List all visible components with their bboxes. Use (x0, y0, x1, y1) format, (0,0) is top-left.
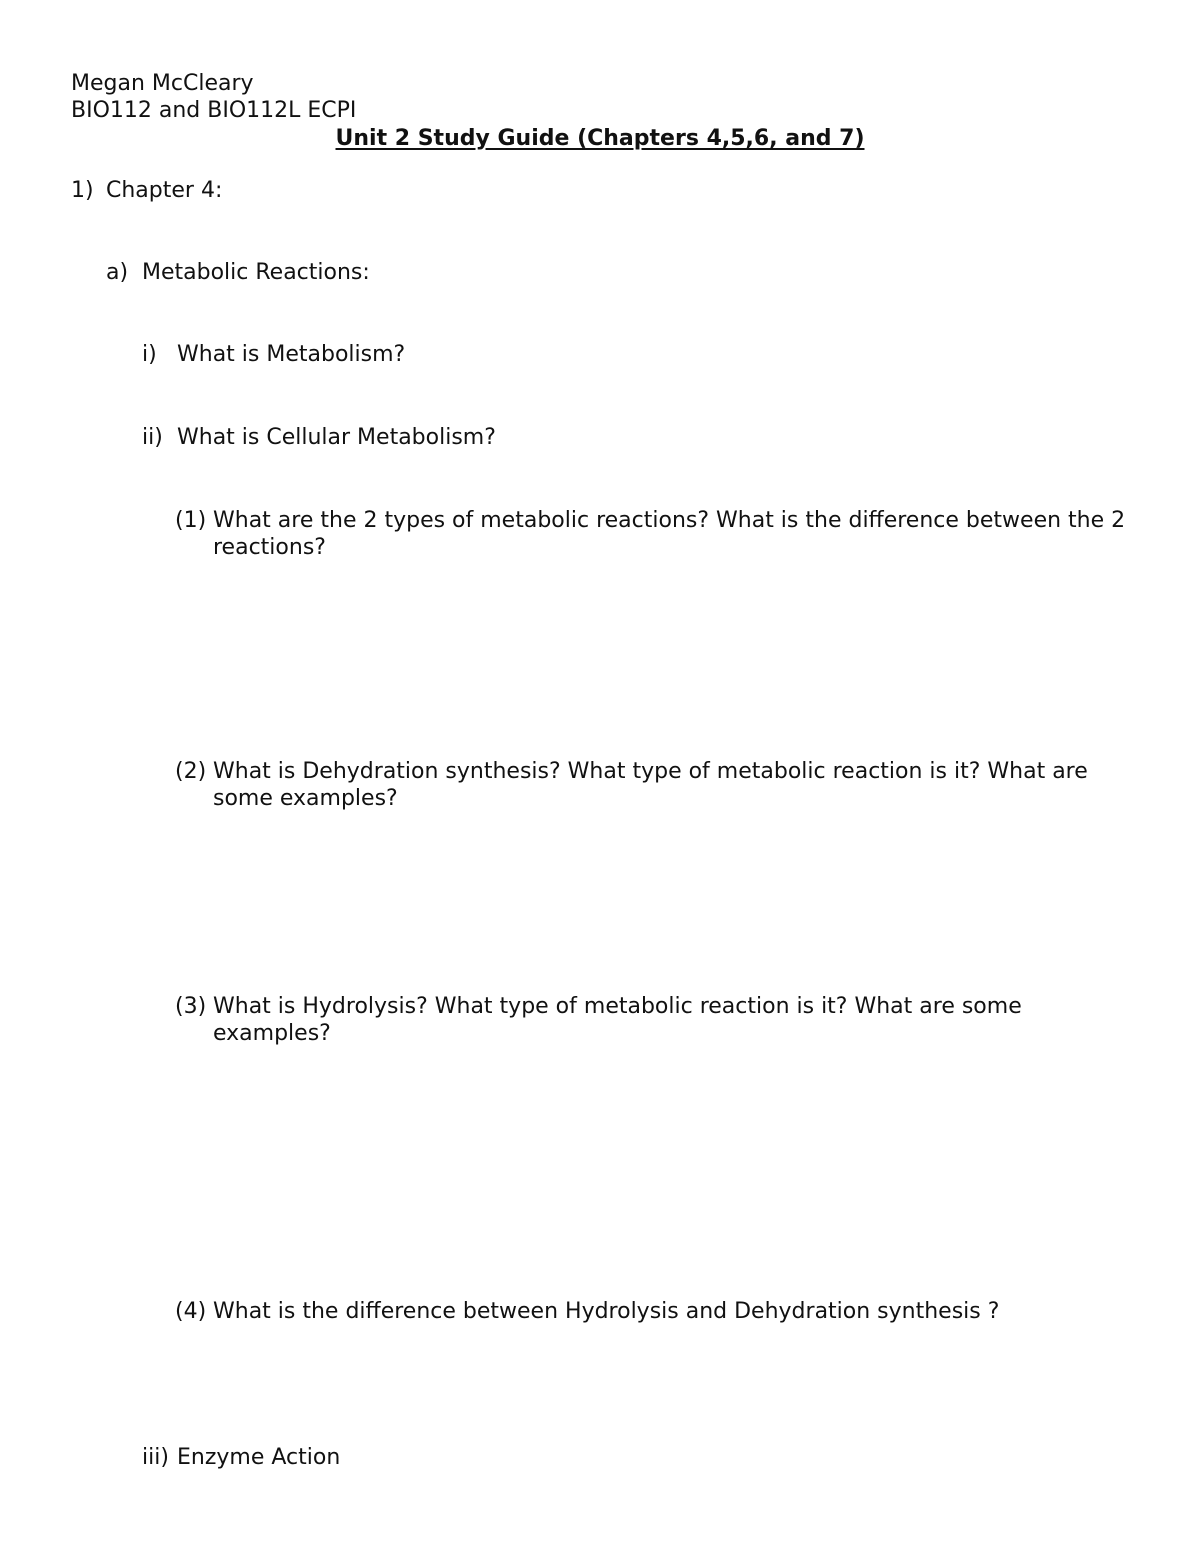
question-text: What is the difference between Hydrolysis and Dehydration synthesis ? (213, 1299, 1000, 1324)
list-marker: (4) (175, 1299, 207, 1324)
list-marker: (2) (175, 759, 207, 784)
question-text: What is Metabolism? (177, 342, 406, 367)
section-heading: Enzyme Action (177, 1445, 341, 1470)
question-text: What is Dehydration synthesis? What type of metabolic reaction is it? What are some examples? (213, 759, 1088, 811)
list-marker: (3) (175, 994, 207, 1019)
question-text: What is Hydrolysis? What type of metabolic reaction is it? What are some examples? (213, 994, 1022, 1046)
question-text: What is Cellular Metabolism? (177, 425, 496, 450)
list-marker: a) (106, 260, 129, 285)
section-heading: Metabolic Reactions: (142, 260, 370, 285)
question-text: What are the 2 types of metabolic reactions? What is the difference between the 2 reactions? (213, 508, 1126, 560)
page-title: Unit 2 Study Guide (Chapters 4,5,6, and 7) (335, 126, 865, 151)
list-marker: iii) (142, 1445, 169, 1470)
list-marker: i) (142, 342, 157, 367)
author-name: Megan McCleary (71, 71, 254, 96)
list-marker: 1) (71, 178, 94, 203)
list-marker: ii) (142, 425, 163, 450)
list-marker: (1) (175, 508, 207, 533)
chapter-heading: Chapter 4: (106, 178, 223, 203)
course-name: BIO112 and BIO112L ECPI (71, 98, 357, 123)
